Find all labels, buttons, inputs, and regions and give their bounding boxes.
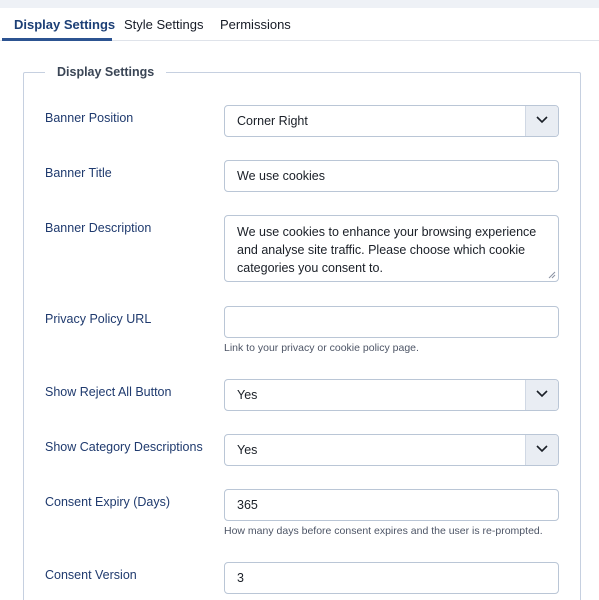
banner-position-select[interactable] xyxy=(224,105,559,137)
resize-grip-icon[interactable] xyxy=(548,271,556,279)
banner-title-label: Banner Title xyxy=(45,166,112,180)
show-category-descriptions-value: Yes xyxy=(237,443,258,457)
privacy-policy-url-help: Link to your privacy or cookie policy page. xyxy=(224,342,419,354)
show-reject-all-label: Show Reject All Button xyxy=(45,385,172,399)
banner-description-label: Banner Description xyxy=(45,221,152,235)
consent-expiry-help: How many days before consent expires and the user is re-prompted. xyxy=(224,525,543,537)
banner-position-label: Banner Position xyxy=(45,111,134,125)
chevron-down-icon xyxy=(536,445,548,453)
banner-description-textarea[interactable] xyxy=(224,215,559,282)
privacy-policy-url-label: Privacy Policy URL xyxy=(45,312,152,326)
privacy-policy-url-input[interactable] xyxy=(224,306,559,338)
chevron-down-icon xyxy=(536,116,548,124)
active-tab-indicator xyxy=(2,38,112,41)
consent-expiry-input[interactable]: 365 xyxy=(224,489,559,521)
banner-title-input[interactable]: We use cookies xyxy=(224,160,559,192)
tab-bar xyxy=(0,8,599,41)
dropdown-toggle[interactable] xyxy=(525,106,558,136)
fieldset-legend: Display Settings xyxy=(45,65,166,79)
show-category-descriptions-select[interactable] xyxy=(224,434,559,466)
consent-version-input[interactable]: 3 xyxy=(224,562,559,594)
tab-style-settings[interactable]: Style Settings xyxy=(124,17,204,32)
show-category-descriptions-label: Show Category Descriptions xyxy=(45,440,203,454)
chevron-down-icon xyxy=(536,390,548,398)
tab-display-settings[interactable]: Display Settings xyxy=(14,17,116,32)
tab-permissions[interactable]: Permissions xyxy=(220,17,291,32)
consent-expiry-label: Consent Expiry (Days) xyxy=(45,495,171,509)
dropdown-toggle[interactable] xyxy=(525,380,558,410)
banner-description-text: We use cookies to enhance your browsing experience and analyse site traffic. Please choose which cookie categories you consent to. xyxy=(237,225,537,275)
dropdown-toggle[interactable] xyxy=(525,435,558,465)
settings-panel xyxy=(0,8,599,600)
consent-version-label: Consent Version xyxy=(45,568,137,582)
show-reject-all-select[interactable] xyxy=(224,379,559,411)
banner-position-value: Corner Right xyxy=(237,114,308,128)
show-reject-all-value: Yes xyxy=(237,388,258,402)
